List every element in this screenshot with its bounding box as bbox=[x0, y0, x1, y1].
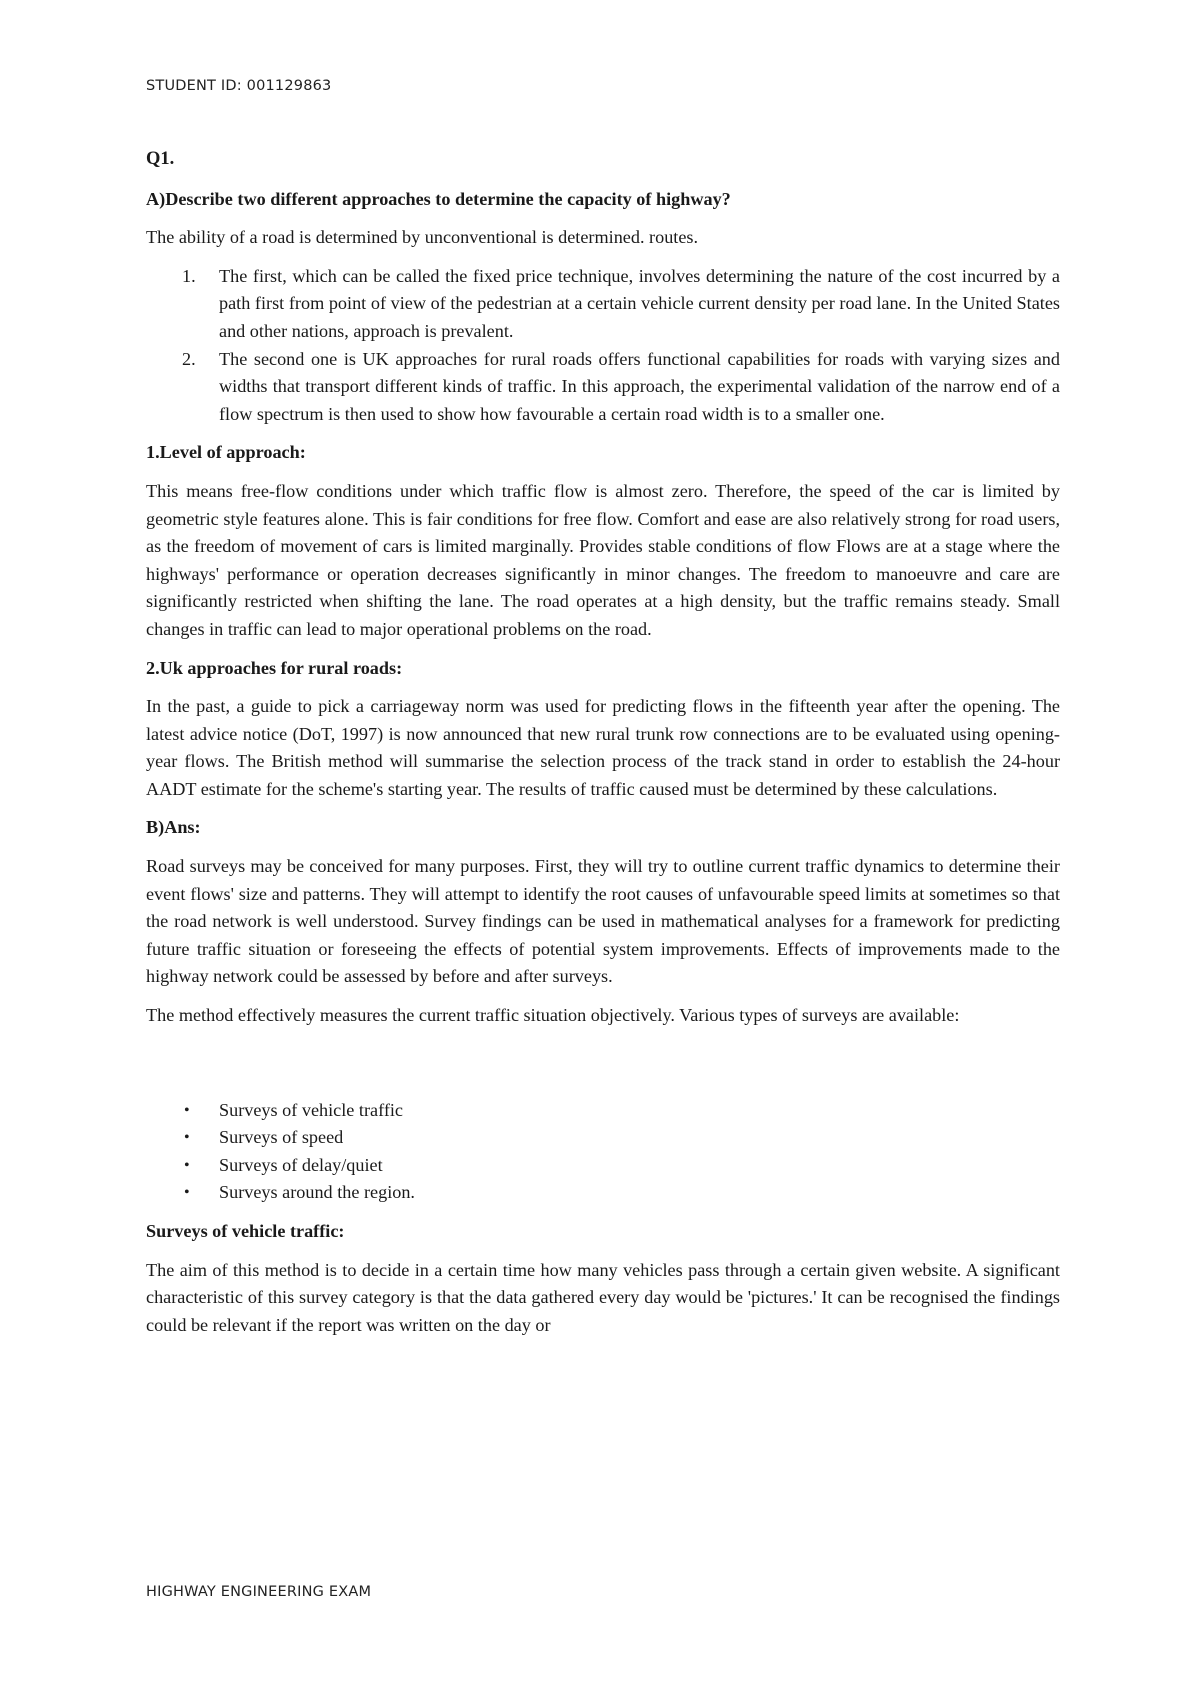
bullet-icon: • bbox=[184, 1101, 190, 1119]
section-heading-level-of-approach: 1.Level of approach: bbox=[146, 442, 306, 463]
list-marker: 2. bbox=[182, 348, 196, 369]
list-item bbox=[146, 1152, 1060, 1180]
list-item bbox=[146, 1124, 1060, 1152]
part-b-heading: B)Ans: bbox=[146, 817, 201, 838]
list-item bbox=[146, 1097, 1060, 1125]
bullet-icon: • bbox=[184, 1156, 190, 1174]
list-item-text: Surveys of delay/quiet bbox=[219, 1154, 383, 1175]
list-item-text: The second one is UK approaches for rural roads offers functional capabilities for roads with varying sizes and widths that transport different kinds of traffic. In this approach, the experimental validation of the narrow end of a flow spectrum is then used to show how favourable a certain road width is to a smaller one. bbox=[219, 348, 1060, 424]
part-a-heading: A)Describe two different approaches to determine the capacity of highway? bbox=[146, 188, 731, 209]
bullet-icon: • bbox=[184, 1184, 190, 1202]
blank-spacer bbox=[146, 1041, 1060, 1097]
list-item-text: The first, which can be called the fixed price technique, involves determining the nature of the cost incurred by a path first from point of view of the pedestrian at a certain vehicle current density per road lane. In the United States and other nations, approach is prevalent. bbox=[219, 265, 1060, 341]
approaches-list bbox=[146, 263, 1060, 429]
question-label: Q1. bbox=[146, 149, 175, 169]
list-item-text: Surveys of vehicle traffic bbox=[219, 1099, 403, 1120]
section-body-level-of-approach: This means free-flow conditions under which traffic flow is almost zero. Therefore, the speed of the car is limited by geometric style features alone. This is fair conditions for free flow. Comfort and ease are also relatively strong for road users, as the freedom of movement of cars is limited marginally. Provides stable conditions of flow Flows are at a stage where the highways' performance or operation decreases significantly in minor changes. The freedom to manoeuvre and care are significantly restricted when shifting the lane. The road operates at a high density, but the traffic remains steady. Small changes in traffic can lead to major operational problems on the road. bbox=[146, 480, 1060, 639]
document-body bbox=[146, 146, 1060, 1350]
section-body-uk-approaches: In the past, a guide to pick a carriageway norm was used for predicting flows in the fifteenth year after the opening. The latest advice notice (DoT, 1997) is now announced that new rural trunk row connections are to be evaluated using opening-year flows. The British method will summarise the selection process of the track stand in order to establish the 24-hour AADT estimate for the scheme's starting year. The results of traffic caused must be determined by these calculations. bbox=[146, 696, 1060, 799]
part-a-intro: The ability of a road is determined by unconventional is determined. routes. bbox=[146, 227, 699, 248]
list-item-text: Surveys around the region. bbox=[219, 1182, 415, 1203]
section-heading-uk-approaches: 2.Uk approaches for rural roads: bbox=[146, 657, 403, 678]
subsection-body-vehicle-traffic: The aim of this method is to decide in a certain time how many vehicles pass through a certain given website. A significant characteristic of this survey category is that the data gathered every day would be 'pictures.' It can be recognised the findings could be relevant if the report was written on the day or bbox=[146, 1259, 1060, 1335]
part-b-paragraph-2: The method effectively measures the current traffic situation objectively. Various types of surveys are available: bbox=[146, 1005, 960, 1026]
survey-types-list bbox=[146, 1097, 1060, 1207]
bullet-icon: • bbox=[184, 1129, 190, 1147]
list-item-text: Surveys of speed bbox=[219, 1127, 344, 1148]
list-marker: 1. bbox=[182, 265, 196, 286]
subsection-heading-vehicle-traffic: Surveys of vehicle traffic: bbox=[146, 1221, 345, 1241]
list-item bbox=[146, 1179, 1060, 1207]
list-item bbox=[146, 263, 1060, 346]
list-item bbox=[146, 346, 1060, 429]
part-b-paragraph-1: Road surveys may be conceived for many purposes. First, they will try to outline current traffic dynamics to determine their event flows' size and patterns. They will attempt to identify the root causes of unfavourable speed limits at sometimes so that the road network is well understood. Survey findings can be used in mathematical analyses for a framework for predicting future traffic situation or foreseeing the effects of potential system improvements. Effects of improvements made to the highway network could be assessed by before and after surveys. bbox=[146, 856, 1060, 987]
page-header-student-id: STUDENT ID: 001129863 bbox=[146, 78, 332, 94]
page-footer-title: HIGHWAY ENGINEERING EXAM bbox=[146, 1584, 372, 1600]
